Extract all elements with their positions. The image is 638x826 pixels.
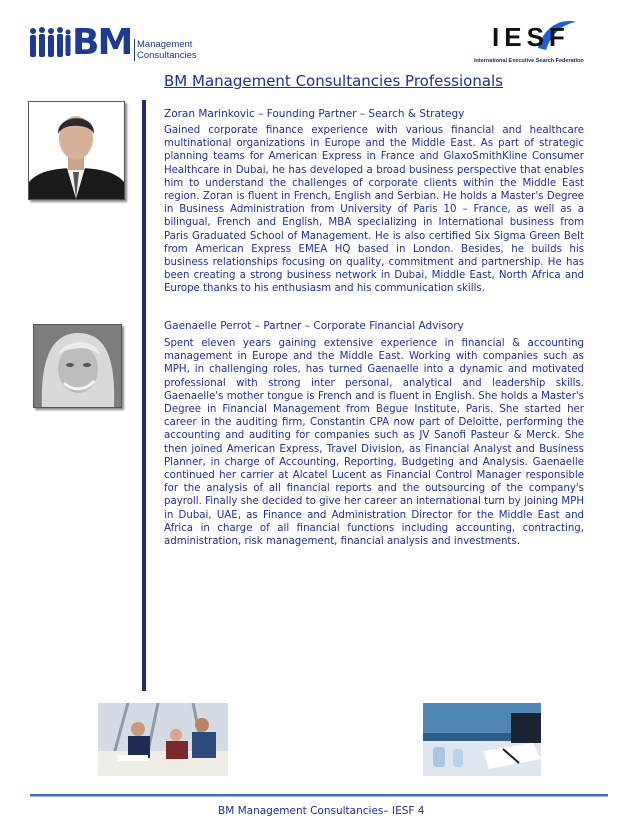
vertical-divider xyxy=(142,100,146,691)
footer-divider xyxy=(30,794,608,796)
bm-logo-sub-line1: Management xyxy=(137,39,193,50)
iesf-logo-text: IESF xyxy=(492,22,570,52)
people-silhouettes-icon xyxy=(28,26,72,60)
iesf-logo-subtitle: International Executive Search Federation xyxy=(474,58,584,64)
profile-heading-zoran: Zoran Marinkovic – Founding Partner – Search & Strategy xyxy=(164,108,465,120)
bm-logo-letters: BM xyxy=(72,22,132,63)
profile-bio-zoran: Gained corporate finance experience with various financial and healthcare multinational organizations in Europe and the Middle East. As part of strategic planning teams for American Express in France and GlaxoSmithKline Consumer Healthcare in Dubai, he has developed a broad business perspective that enables him to understand the challenges of corporate clients within the Middle East region. Zoran is fluent in French, English and Serbian. He holds a Master's Degree in Business Administration from University of Paris 10 – France, as well as a bilingual, French and English, MBA specializing in International business from Paris Graduated School of Management. He is also certified Six Sigma Green Belt from American Express EMEA HQ based in London. Besides, he builds his business relationships focusing on quality, commitment and partnership. He has been creating a strong business network in Dubai, Middle East, North Africa and Europe thanks to his enthusiasm and his communication skills. xyxy=(164,125,584,295)
office-desk-photo xyxy=(423,703,541,776)
bm-logo-subtitle xyxy=(134,39,197,61)
bm-logo-sub-line2: Consultancies xyxy=(137,50,197,61)
profile-heading-gaenaelle: Gaenaelle Perrot – Partner – Corporate Financial Advisory xyxy=(164,320,464,332)
page-title: BM Management Consultancies Professionals xyxy=(164,72,503,90)
bm-logo xyxy=(28,22,197,63)
footer-text: BM Management Consultancies– IESF 4 xyxy=(218,805,425,817)
meeting-scene-icon xyxy=(98,703,228,776)
profile-bio-gaenaelle: Spent eleven years gaining extensive experience in financial & accounting management in Europe and the Middle East. Working with companies such as MPH, in challenging roles, has turned Gaenaelle into a dynamic and motivated professional with strong inter personal, analytical and leadership skills. Gaenaelle's mother tongue is French and is fluent in English. She holds a Master's Degree in Financial Management from Begue Institute, Paris. She started her career in the auditing firm, Constantin CPA now part of Deloitte, performing the accounting and auditing for companies such as JV Sanofi Pasteur & Merck. She then joined American Express, Travel Division, as Financial Analyst and Business Planner, in charge of Accounting, Reporting, Budgeting and Analysis. Gaenaelle continued her carrier at Alcatel Lucent as Financial Control Manager responsible for the analysis of all financial reports and the outsourcing of the company's payroll. Finally she decided to give her career an international turn by joining MPH in Dubai, UAE, as Finance and Administration Director for the Middle East and Africa in charge of all financial functions including accounting, contracting, administration, risk management, financial analysis and investments. xyxy=(164,338,584,548)
man-portrait-icon xyxy=(29,102,124,199)
gaenaelle-portrait-photo xyxy=(33,324,122,408)
iesf-logo xyxy=(474,20,604,70)
woman-portrait-icon xyxy=(34,325,121,407)
business-meeting-photo xyxy=(98,703,228,776)
zoran-portrait-photo xyxy=(28,101,125,200)
desk-scene-icon xyxy=(423,703,541,776)
